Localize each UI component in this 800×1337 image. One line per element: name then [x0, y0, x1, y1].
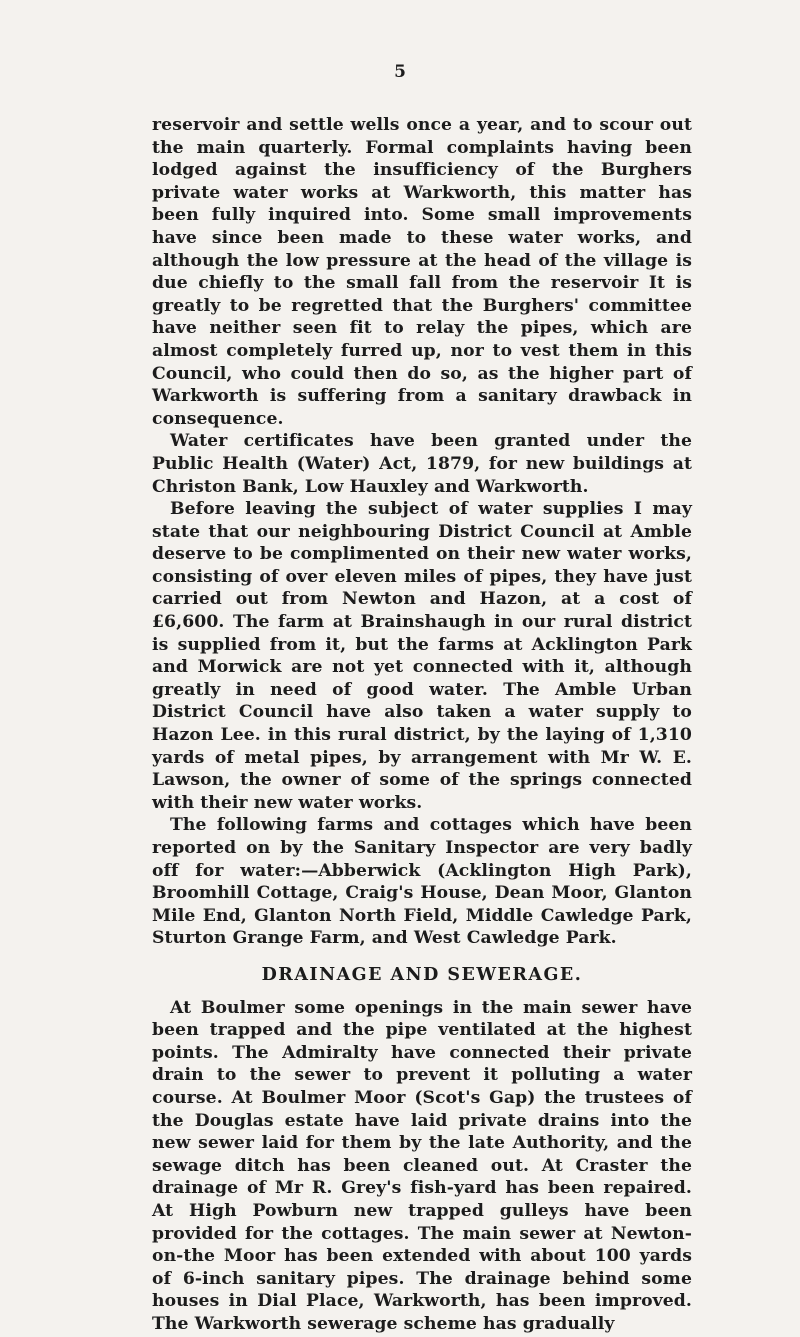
paragraph-amble-water-supply: Before leaving the subject of water supplies I may state that our neighbouring District Council at Amble deserve to be complimented on their new water works, consisting of over eleven miles of pipes, they have just carried out from Newton and Hazon, at a cost of £6,600. The farm at Brainshaugh in our rural district is supplied from it, but the farms at Acklington Park and Morwick are not yet connected with it, although greatly in need of good water. The Amble Urban District Council have also taken a water supply to Hazon Lee. in this rural district, by the laying of 1,310 yards of metal pipes, by arrangement with Mr W. E. Lawson, the owner of some of the springs connected with their new water works. [152, 499, 692, 813]
page-number: 5 [394, 62, 406, 82]
body-text [152, 114, 692, 1335]
paragraph-water-works: reservoir and settle wells once a year, and to scour out the main quarterly. Formal complaints having been lodged against the insufficiency of the Burghers private water works at Warkworth, this matter has been fully inquired into. Some small improvements have since been made to these water works, and although the low pressure at the head of the village is due chiefly to the small fall from the reservoir It is greatly to be regretted that the Burghers' committee have neither seen fit to relay the pipes, which are almost completely furred up, nor to vest them in this Council, who could then do so, as the higher part of Warkworth is suffering from a sanitary drawback in consequence. [152, 115, 692, 429]
section-heading-drainage: DRAINAGE AND SEWERAGE. [261, 964, 583, 985]
paragraph-farms-off-water: The following farms and cottages which have been reported on by the Sanitary Inspector are very badly off for water:—Abberwick (Acklington High Park), Broomhill Cottage, Craig's House, Dean Moor, Glanton Mile End, Glanton North Field, Middle Cawledge Park, Sturton Grange Farm, and West Cawledge Park. [152, 815, 692, 949]
paragraph-water-certificates: Water certificates have been granted under the Public Health (Water) Act, 1879, for new buildings at Christon Bank, Low Hauxley and Warkworth. [152, 431, 692, 497]
paragraph-drainage: At Boulmer some openings in the main sewer have been trapped and the pipe ventilated at the highest points. The Admiralty have connected their private drain to the sewer to prevent it polluting a water course. At Boulmer Moor (Scot's Gap) the trustees of the Douglas estate have laid private drains into the new sewer laid for them by the late Authority, and the sewage ditch has been cleaned out. At Craster the drainage of Mr R. Grey's fish-yard has been repaired. At High Powburn new trapped gulleys have been provided for the cottages. The main sewer at Newton-on-the Moor has been extended with about 100 yards of 6-inch sanitary pipes. The drainage behind some houses in Dial Place, Warkworth, has been improved. The Warkworth sewerage scheme has gradually [152, 997, 692, 1334]
